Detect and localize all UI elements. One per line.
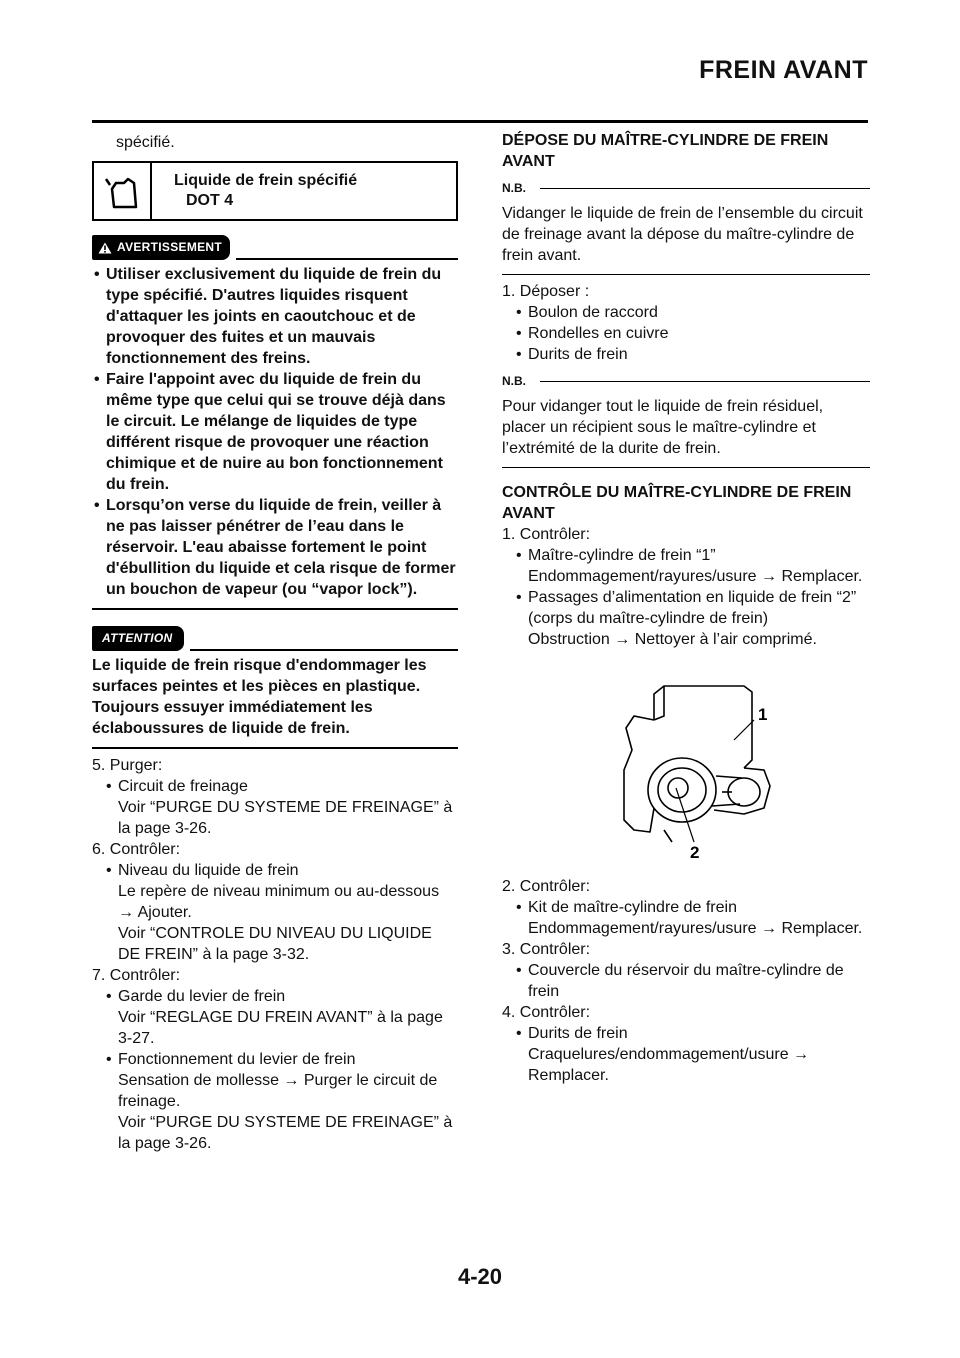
procedure-steps [92, 755, 458, 1154]
figure-label-1: 1 [758, 705, 768, 724]
nb-text-2: Pour vidanger tout le liquide de frein résiduel, placer un récipient sous le maître-cylindre et l’extrémité de la durite de frein. [502, 398, 824, 457]
spec-value: DOT 4 [186, 192, 234, 209]
nb-header-2 [502, 371, 870, 392]
figure-label-2: 2 [690, 843, 700, 860]
check-step-4-item: • Durits de frein [502, 1023, 870, 1044]
attention-text: Le liquide de frein risque d'endommager les surfaces peintes et les pièces en plastique. Toujours essuyer immédiatement les éclaboussures de liquide de frein. [92, 657, 427, 737]
step-5-ref: Voir “PURGE DU SYSTEME DE FREINAGE” à la page 3-26. [118, 799, 453, 837]
page-number: 4-20 [457, 1264, 503, 1289]
check-item-1-text: Endommagement/rayures/usure → Remplacer. [528, 568, 863, 585]
warning-badge-label: AVERTISSEMENT [117, 240, 223, 254]
check-item-2-text-2: Obstruction → Nettoyer à l’air comprimé. [528, 631, 817, 648]
check-item-1: • Maître-cylindre de frein “1” [502, 545, 870, 566]
nb-header [502, 178, 870, 199]
check-item-2: • Passages d’alimentation en liquide de frein “2” [502, 587, 870, 608]
nb-rule [540, 188, 870, 189]
check-section-title: CONTRÔLE DU MAÎTRE-CYLINDRE DE FREIN AVANT [502, 484, 852, 522]
step-7-ref-2: Voir “PURGE DU SYSTEME DE FREINAGE” à la page 3-26. [118, 1114, 453, 1152]
removal-section-title: DÉPOSE DU MAÎTRE-CYLINDRE DE FREIN AVANT [502, 132, 829, 170]
check-step-2: 2. Contrôler: [502, 878, 591, 895]
header-rule [92, 120, 868, 123]
warning-triangle-icon [98, 242, 112, 254]
step-7: 7. Contrôler: [92, 967, 181, 984]
check-step-3: 3. Contrôler: [502, 941, 591, 958]
removal-step-1: 1. Déposer : [502, 283, 590, 300]
warning-item: • Faire l'appoint avec du liquide de frein du même type que celui qui se trouve déjà dans le circuit. Le mélange de liquides de type différent risque de provoquer une réaction chimique et de nuire au bon fonctionnement du frein. [92, 369, 458, 495]
removal-item: • Rondelles en cuivre [502, 323, 870, 344]
warning-end-rule [92, 608, 458, 610]
nb-rule-2 [540, 381, 870, 382]
left-column [92, 130, 458, 1154]
spec-label: Liquide de frein spécifié [174, 172, 358, 189]
check-item-2-text-1: (corps du maître-cylindre de frein) [528, 610, 769, 627]
warning-item: • Lorsqu’on verse du liquide de frein, veiller à ne pas laisser pénétrer de l’eau dans le réservoir. L'eau abaisse fortement le point d'ébullition du liquide et cela risque de former un bouchon de vapeur (ou “vapor lock”). [92, 495, 458, 600]
warning-list [92, 264, 458, 600]
step-6-item: • Niveau du liquide de frein [92, 860, 458, 881]
attention-header [92, 626, 458, 651]
check-step-2-item: • Kit de maître-cylindre de frein [502, 897, 870, 918]
step-7-ref-1: Voir “REGLAGE DU FREIN AVANT” à la page 3-27. [118, 1009, 443, 1047]
attention-badge: ATTENTION [92, 626, 184, 651]
master-cylinder-figure [594, 680, 814, 860]
check-step-3-item: • Couvercle du réservoir du maître-cylindre de frein [502, 960, 870, 1002]
spec-tail-text: spécifié. [116, 134, 175, 151]
step-6-ref: Voir “CONTROLE DU NIVEAU DU LIQUIDE DE FREIN” à la page 3-32. [118, 925, 432, 963]
right-column [502, 130, 870, 1086]
step-6: 6. Contrôler: [92, 841, 181, 858]
check-step-4: 4. Contrôler: [502, 1004, 591, 1021]
warning-item: • Utiliser exclusivement du liquide de frein du type spécifié. D'autres liquides risquent d'attaquer les joints en caoutchouc et de provoquer des fuites et un mauvais fonctionnement des freins. [92, 264, 458, 369]
removal-item: • Durits de frein [502, 344, 870, 365]
oil-can-icon [94, 163, 152, 219]
nb-label: N.B. [502, 181, 526, 195]
step-5-item: • Circuit de freinage [92, 776, 458, 797]
attention-header-rule [190, 649, 458, 651]
nb-end-rule-2 [502, 467, 870, 468]
check-step-4-text: Craquelures/endommagement/usure → Remplacer. [528, 1046, 810, 1084]
check-step-2-text: Endommagement/rayures/usure → Remplacer. [528, 920, 863, 937]
step-5: 5. Purger: [92, 757, 163, 774]
attention-end-rule [92, 747, 458, 749]
step-7-text-2: Sensation de mollesse → Purger le circuit de freinage. [118, 1072, 438, 1110]
step-7-item-2: • Fonctionnement du levier de frein [92, 1049, 458, 1070]
page-header-title: FREIN AVANT [699, 56, 868, 84]
nb-text-1: Vidanger le liquide de frein de l’ensemble du circuit de freinage avant la dépose du maître-cylindre de frein avant. [502, 205, 863, 264]
removal-item: • Boulon de raccord [502, 302, 870, 323]
step-6-text: Le repère de niveau minimum ou au-dessous → Ajouter. [118, 883, 440, 921]
step-7-item-1: • Garde du levier de frein [92, 986, 458, 1007]
nb-label-2: N.B. [502, 374, 526, 388]
nb-end-rule [502, 274, 870, 275]
warning-header [92, 235, 458, 260]
warning-badge [92, 235, 230, 260]
check-step-1: 1. Contrôler: [502, 526, 591, 543]
warning-header-rule [236, 258, 458, 260]
spec-box [92, 161, 458, 221]
